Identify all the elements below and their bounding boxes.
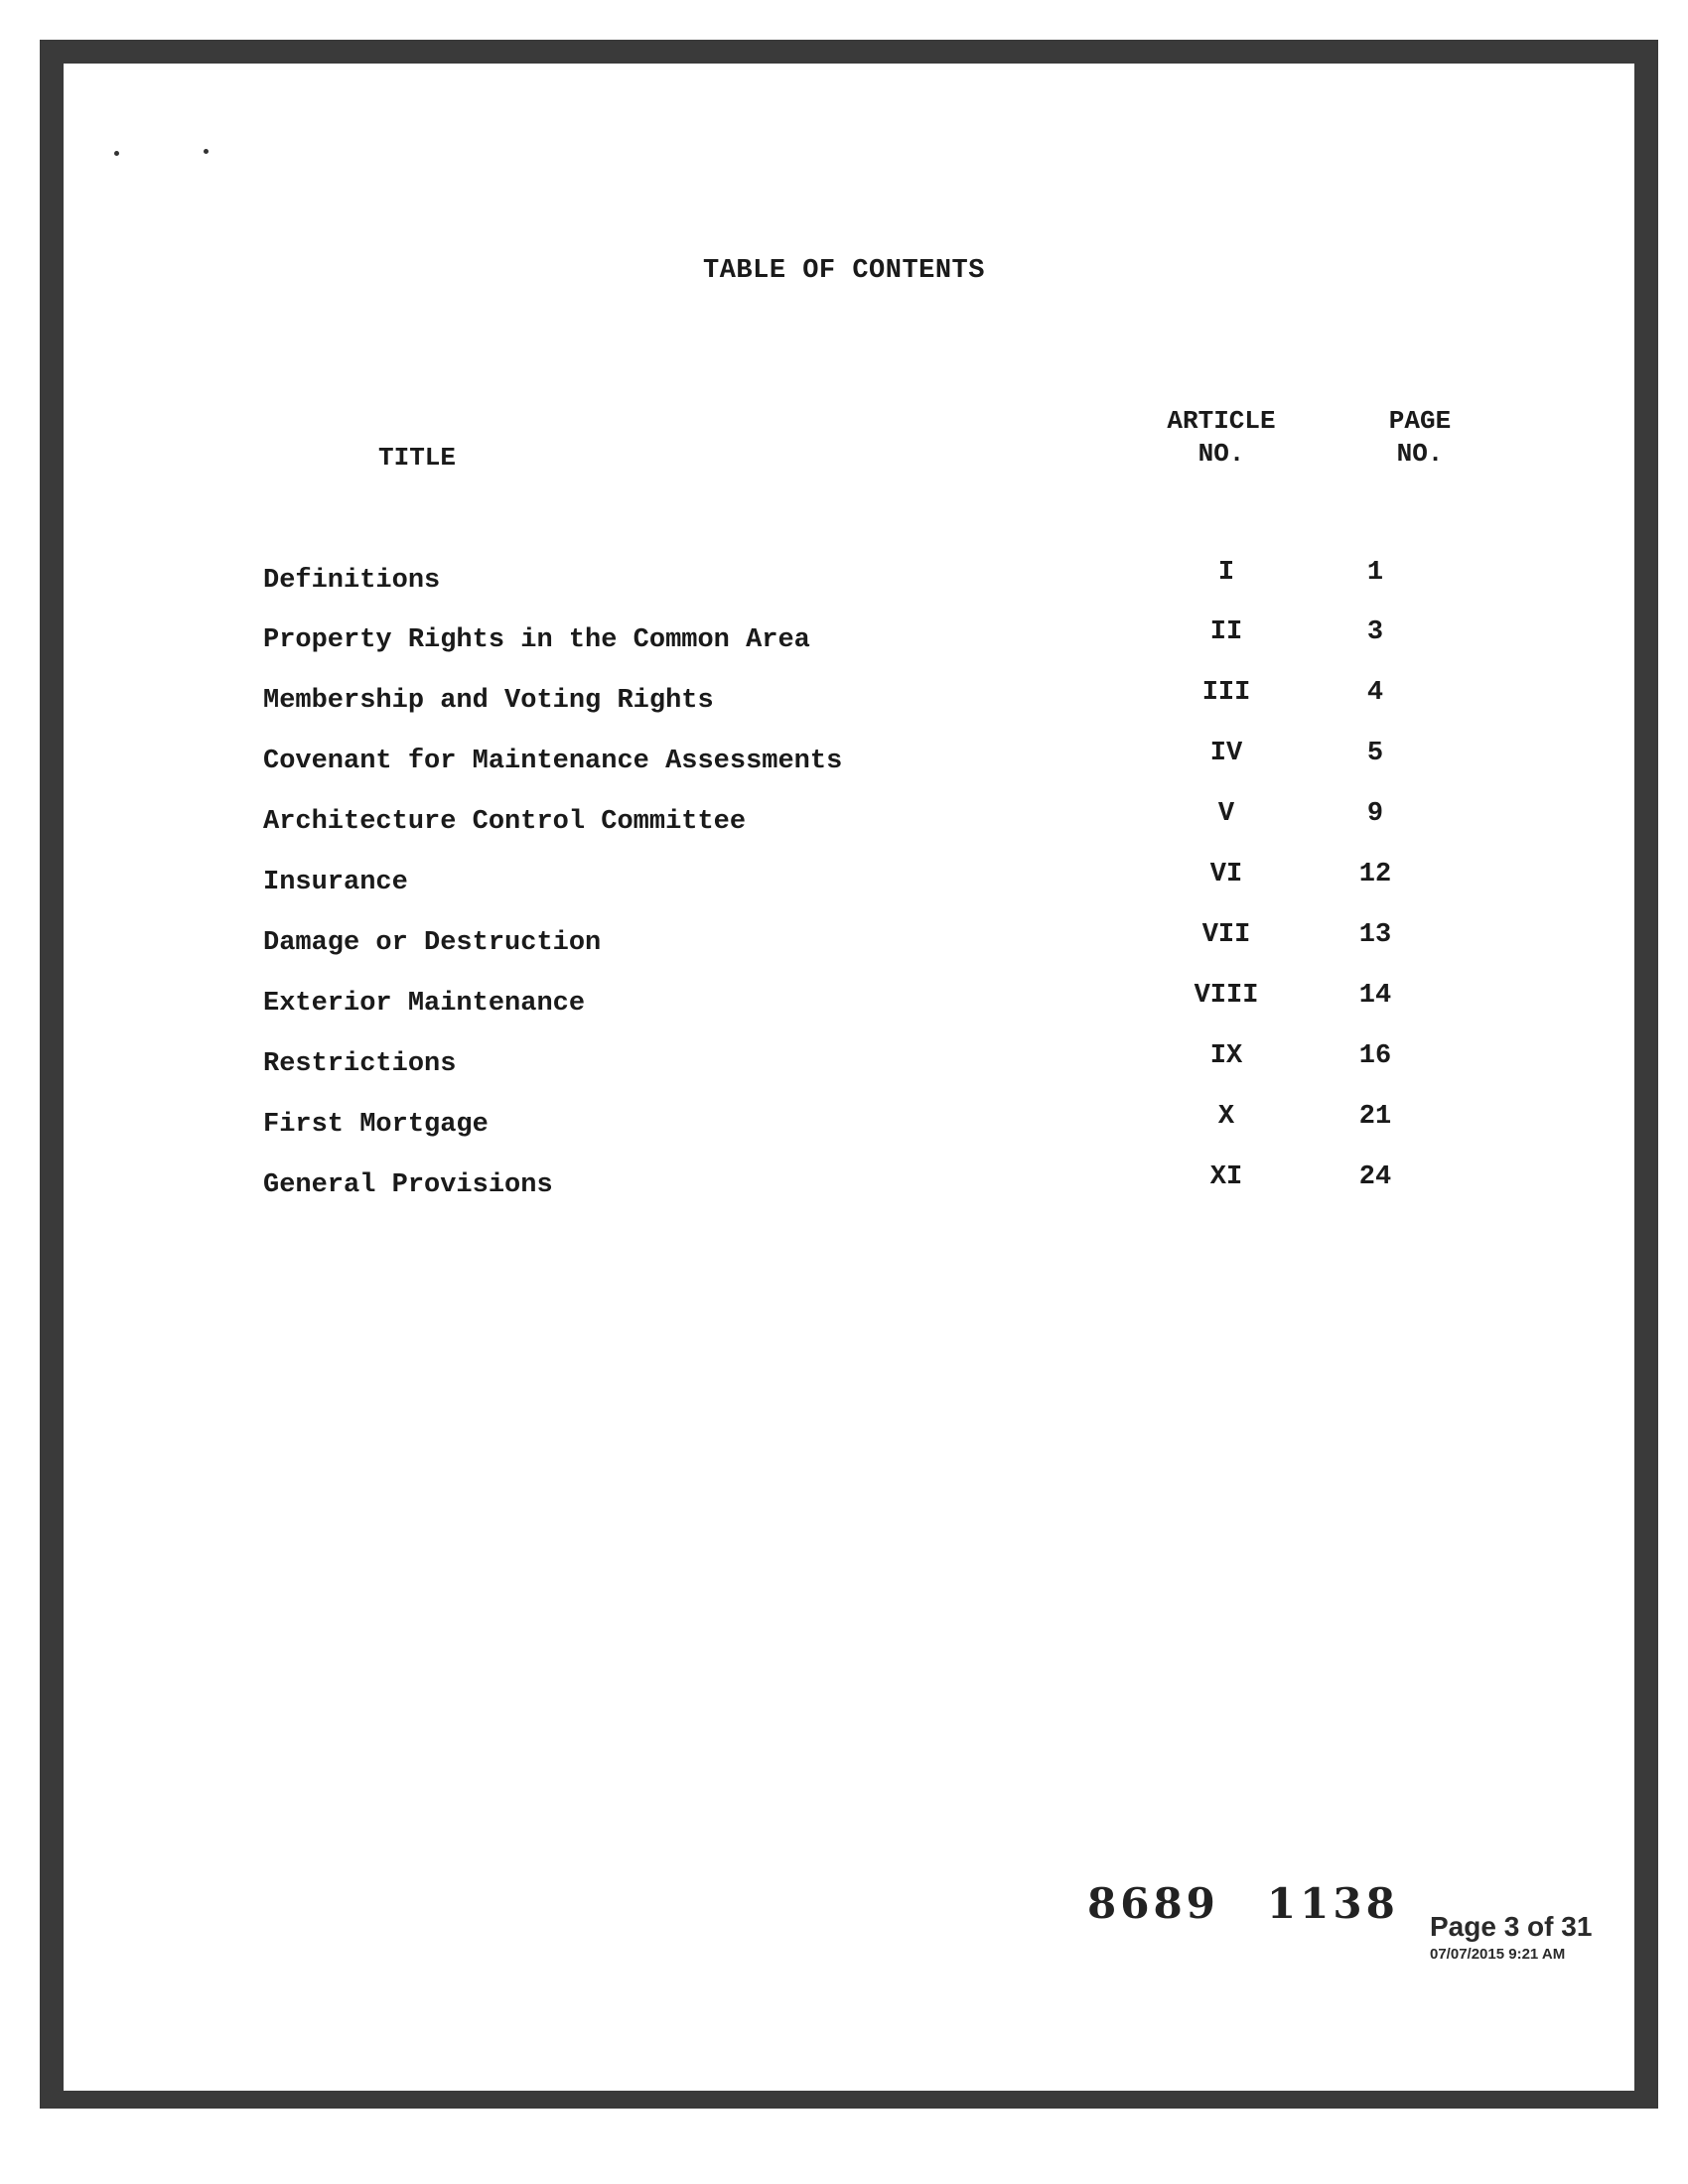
toc-entry-restrictions [263, 1041, 1455, 1089]
toc-entry-article: VI [1209, 860, 1243, 889]
toc-entry-membership [263, 678, 1455, 726]
toc-entry-title: Insurance [263, 868, 408, 897]
column-header-page-line2: NO. [1396, 439, 1444, 469]
column-header-title: TITLE [377, 443, 456, 473]
toc-entry-page: 3 [1366, 617, 1384, 647]
toc-entry-general [263, 1162, 1455, 1210]
toc-entry-page: 24 [1358, 1162, 1392, 1192]
book-page: 1138 [1266, 1879, 1399, 1928]
column-header-page [1350, 405, 1489, 471]
toc-entry-article: I [1217, 558, 1235, 588]
scan-speck [204, 149, 209, 154]
scan-speck [114, 151, 119, 156]
toc-entry-title: Exterior Maintenance [263, 989, 586, 1019]
toc-entry-title: Architecture Control Committee [263, 807, 747, 837]
toc-entry-page: 4 [1366, 678, 1384, 708]
toc-entry-page: 16 [1358, 1041, 1392, 1071]
timestamp-stamp: 07/07/2015 9:21 AM [1430, 1946, 1566, 1963]
toc-entry-exterior [263, 981, 1455, 1028]
page-count-stamp: Page 3 of 31 [1430, 1911, 1593, 1942]
toc-entry-title: First Mortgage [263, 1110, 489, 1140]
toc-entry-title: Property Rights in the Common Area [263, 625, 810, 655]
toc-entry-title: Definitions [263, 566, 441, 596]
toc-entry-page: 12 [1358, 860, 1392, 889]
toc-entry-property-rights [263, 617, 1455, 665]
toc-entry-article: X [1217, 1102, 1235, 1132]
toc-entry-page: 21 [1358, 1102, 1392, 1132]
column-header-article-line1: ARTICLE [1167, 406, 1276, 436]
toc-entry-article: II [1209, 617, 1243, 647]
toc-entry-page: 5 [1366, 739, 1384, 768]
column-header-article-line2: NO. [1197, 439, 1245, 469]
toc-entry-title: Membership and Voting Rights [263, 686, 714, 716]
toc-entry-article: VII [1201, 920, 1251, 950]
toc-entry-page: 9 [1366, 799, 1384, 829]
toc-entry-page: 13 [1358, 920, 1392, 950]
toc-entry-title: General Provisions [263, 1170, 553, 1200]
column-header-article [1112, 405, 1331, 471]
book-number: 8689 [1087, 1879, 1219, 1928]
toc-entry-title: Restrictions [263, 1049, 457, 1079]
toc-entry-architecture [263, 799, 1455, 847]
column-header-page-line1: PAGE [1388, 406, 1452, 436]
toc-entry-definitions [263, 558, 1455, 606]
toc-entry-title: Covenant for Maintenance Assessments [263, 747, 843, 776]
toc-entry-article: V [1217, 799, 1235, 829]
toc-entry-article: IV [1209, 739, 1243, 768]
toc-entry-first-mortgage [263, 1102, 1455, 1150]
page-title: TABLE OF CONTENTS [703, 256, 985, 286]
toc-entry-article: XI [1209, 1162, 1243, 1192]
toc-entry-article: III [1201, 678, 1251, 708]
toc-entry-article: IX [1209, 1041, 1243, 1071]
toc-entry-covenant [263, 739, 1455, 786]
book-page-number [1087, 1879, 1399, 1928]
toc-entry-insurance [263, 860, 1455, 907]
toc-entry-title: Damage or Destruction [263, 928, 602, 958]
toc-entry-page: 14 [1358, 981, 1392, 1011]
toc-entry-article: VIII [1194, 981, 1259, 1011]
toc-entry-damage [263, 920, 1455, 968]
toc-entry-page: 1 [1366, 558, 1384, 588]
